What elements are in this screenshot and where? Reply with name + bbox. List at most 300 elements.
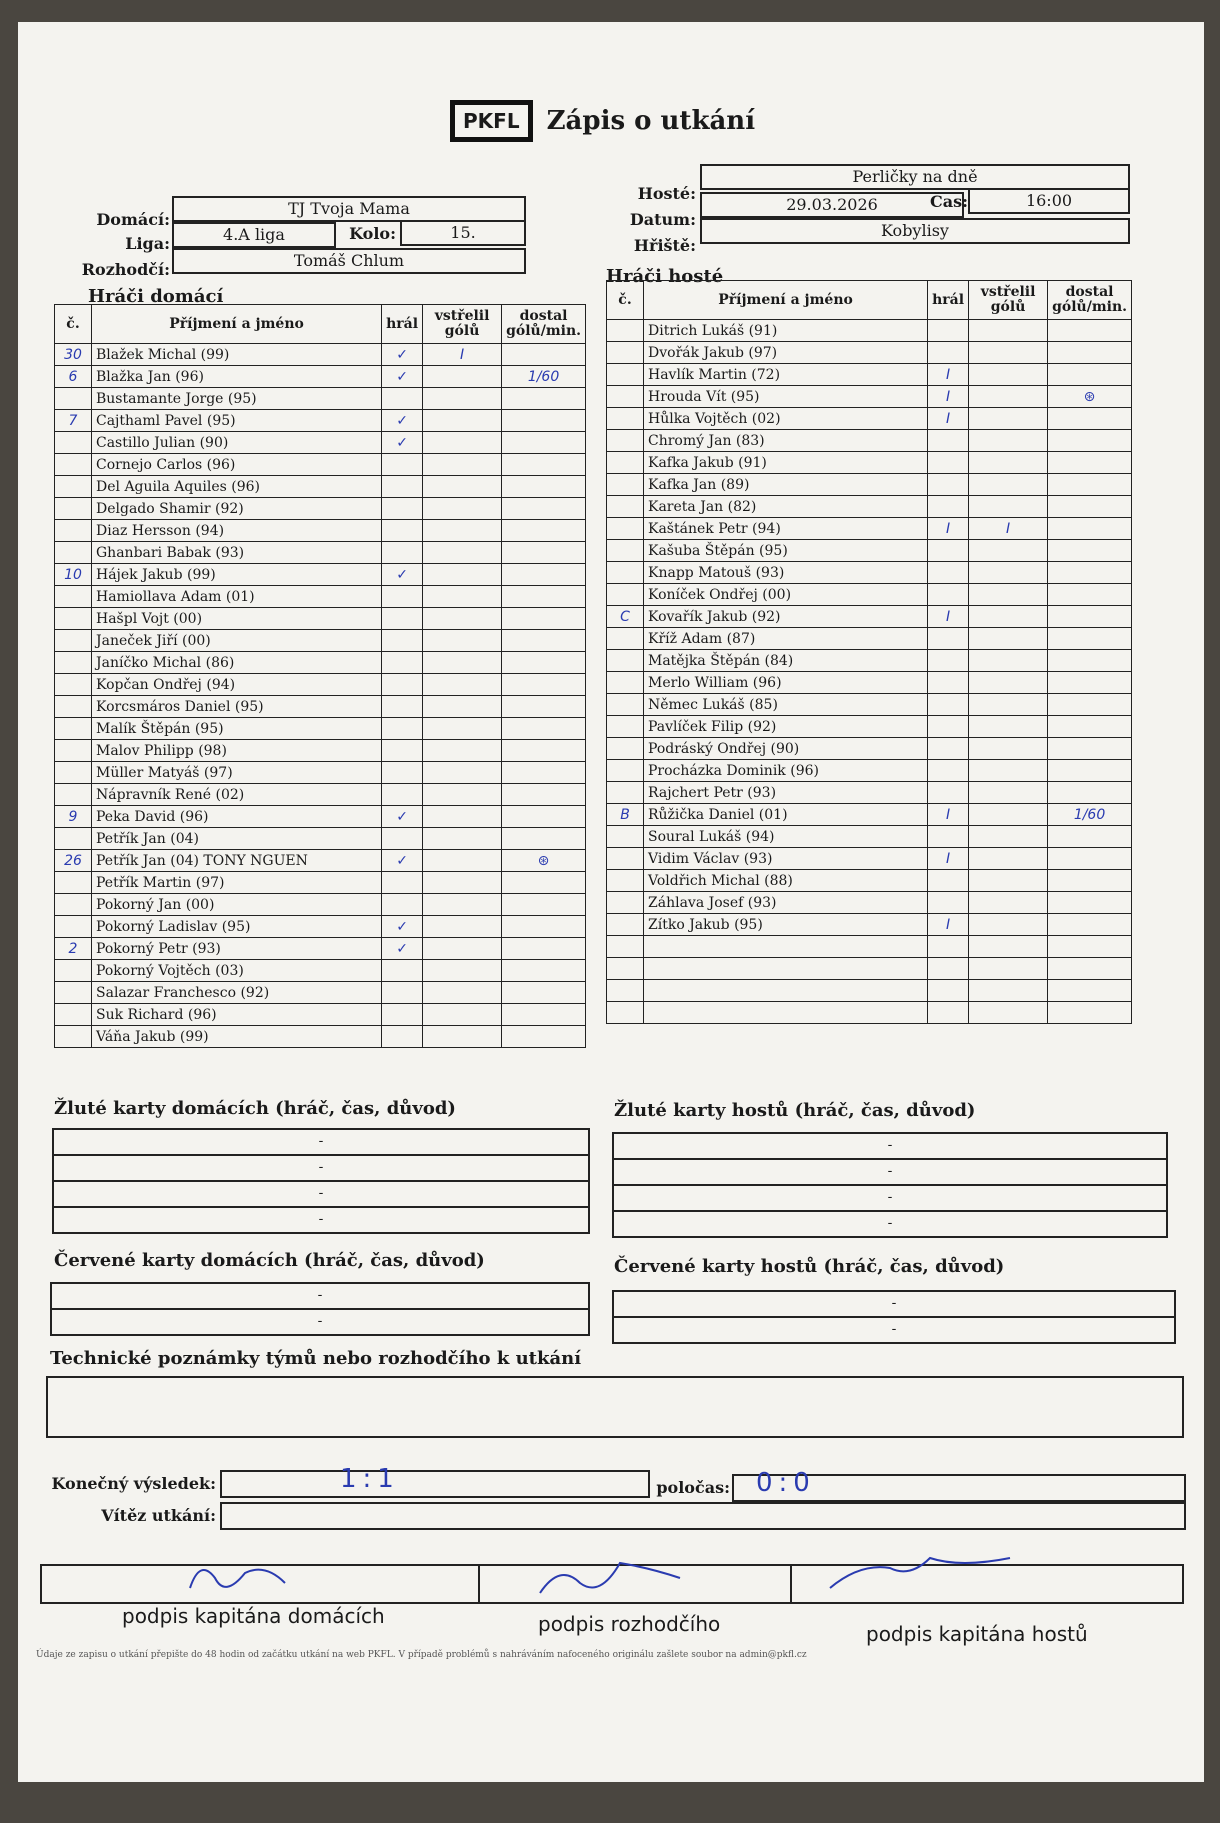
player-number (607, 892, 644, 914)
player-name: Pokorný Jan (00) (92, 894, 382, 916)
table-row (607, 408, 1132, 430)
played-mark: ✓ (382, 916, 423, 938)
player-name: Hájek Jakub (99) (92, 564, 382, 586)
goals-scored (423, 916, 502, 938)
table-row (607, 474, 1132, 496)
player-number (607, 408, 644, 430)
goals-scored (423, 388, 502, 410)
played-mark (382, 696, 423, 718)
goals-scored (423, 828, 502, 850)
table-row (55, 674, 586, 696)
goals-scored (423, 630, 502, 652)
player-name: Pokorný Vojtěch (03) (92, 960, 382, 982)
goals-scored (969, 628, 1048, 650)
table-row (55, 740, 586, 762)
goals-scored (423, 366, 502, 388)
goals-scored (969, 914, 1048, 936)
played-mark (382, 740, 423, 762)
goals-conceded (1048, 430, 1132, 452)
player-number (55, 960, 92, 982)
player-number (55, 718, 92, 740)
player-number (55, 498, 92, 520)
player-number: 26 (55, 850, 92, 872)
table-row (607, 980, 1132, 1002)
player-name: Nápravník René (02) (92, 784, 382, 806)
player-number (607, 628, 644, 650)
played-mark (928, 936, 969, 958)
table-row (607, 760, 1132, 782)
player-number (55, 586, 92, 608)
goals-scored (969, 804, 1048, 826)
table-row (55, 894, 586, 916)
goals-scored (423, 498, 502, 520)
player-number (607, 826, 644, 848)
goals-conceded (1048, 342, 1132, 364)
goals-conceded (1048, 408, 1132, 430)
player-number: 2 (55, 938, 92, 960)
player-name: Petřík Martin (97) (92, 872, 382, 894)
player-name: Koníček Ondřej (00) (644, 584, 928, 606)
player-name: Knapp Matouš (93) (644, 562, 928, 584)
played-mark: ✓ (382, 366, 423, 388)
player-number (607, 386, 644, 408)
played-mark (928, 474, 969, 496)
goals-scored (969, 474, 1048, 496)
line: - (614, 1292, 1174, 1318)
line: - (318, 1211, 324, 1227)
goals-scored (423, 872, 502, 894)
played-mark (928, 716, 969, 738)
goals-scored (969, 892, 1048, 914)
goals-scored (969, 386, 1048, 408)
goals-conceded (502, 410, 586, 432)
goals-scored (969, 848, 1048, 870)
player-name: Pokorný Ladislav (95) (92, 916, 382, 938)
player-name: Müller Matyáš (97) (92, 762, 382, 784)
player-name: Peka David (96) (92, 806, 382, 828)
goals-scored (423, 718, 502, 740)
player-name: Váňa Jakub (99) (92, 1026, 382, 1048)
goals-conceded (1048, 738, 1132, 760)
yellow-home-title: Žluté karty domácích (hráč, čas, důvod) (54, 1098, 456, 1119)
table-row (607, 782, 1132, 804)
goals-scored (969, 672, 1048, 694)
player-number (55, 652, 92, 674)
page-title: Zápis o utkání (546, 106, 756, 136)
league: 4.A liga (172, 222, 336, 248)
goals-conceded (502, 564, 586, 586)
goals-conceded (1048, 364, 1132, 386)
player-name: Malov Philipp (98) (92, 740, 382, 762)
goals-conceded (502, 674, 586, 696)
col-number: č. (55, 305, 92, 344)
played-mark: I (928, 408, 969, 430)
yellow-away-title: Žluté karty hostů (hráč, čas, důvod) (614, 1100, 976, 1121)
played-mark (928, 782, 969, 804)
player-number (607, 936, 644, 958)
table-row (607, 606, 1132, 628)
player-name: Blažka Jan (96) (92, 366, 382, 388)
player-name: Soural Lukáš (94) (644, 826, 928, 848)
goals-scored (423, 1004, 502, 1026)
away-players-table (606, 280, 1132, 1024)
player-name: Blažek Michal (99) (92, 344, 382, 366)
table-row (607, 562, 1132, 584)
player-name: Voldřich Michal (88) (644, 870, 928, 892)
goals-conceded (1048, 584, 1132, 606)
yellow-away-box (612, 1132, 1168, 1238)
col-conceded: dostal gólů/min. (502, 305, 586, 344)
played-mark (382, 586, 423, 608)
played-mark (382, 762, 423, 784)
player-number (607, 848, 644, 870)
table-row (55, 1004, 586, 1026)
played-mark: ✓ (382, 410, 423, 432)
player-number: 6 (55, 366, 92, 388)
player-name: Del Aguila Aquiles (96) (92, 476, 382, 498)
player-number (607, 474, 644, 496)
played-mark (928, 892, 969, 914)
player-name (644, 980, 928, 1002)
table-row (607, 892, 1132, 914)
home-label: Domácí: (96, 210, 170, 229)
goals-scored (969, 760, 1048, 782)
table-row (55, 696, 586, 718)
goals-conceded (502, 608, 586, 630)
player-number (55, 828, 92, 850)
table-row (55, 982, 586, 1004)
away-team: Perličky na dně (700, 164, 1130, 190)
player-number (607, 540, 644, 562)
played-mark (382, 542, 423, 564)
player-name: Ghanbari Babak (93) (92, 542, 382, 564)
player-number (607, 320, 644, 342)
line: - (614, 1134, 1166, 1160)
table-row (55, 454, 586, 476)
goals-conceded (1048, 958, 1132, 980)
yellow-home-box (52, 1128, 590, 1234)
goals-conceded (1048, 892, 1132, 914)
referee-label: Rozhodčí: (81, 260, 170, 279)
player-name: Hůlka Vojtěch (02) (644, 408, 928, 430)
goals-conceded (502, 1026, 586, 1048)
goals-scored (969, 584, 1048, 606)
goals-conceded (502, 806, 586, 828)
player-name: Pavlíček Filip (92) (644, 716, 928, 738)
played-mark (382, 1026, 423, 1048)
table-row (607, 672, 1132, 694)
col-played: hrál (928, 281, 969, 320)
played-mark (382, 982, 423, 1004)
goals-scored (969, 496, 1048, 518)
goals-conceded: ⊛ (502, 850, 586, 872)
played-mark: ✓ (382, 938, 423, 960)
goals-scored (423, 762, 502, 784)
table-row (55, 1026, 586, 1048)
table-row (607, 364, 1132, 386)
goals-scored: I (423, 344, 502, 366)
player-name: Procházka Dominik (96) (644, 760, 928, 782)
player-name: Chromý Jan (83) (644, 430, 928, 452)
player-number (55, 982, 92, 1004)
player-name: Bustamante Jorge (95) (92, 388, 382, 410)
table-row (55, 608, 586, 630)
goals-conceded (502, 982, 586, 1004)
table-row (55, 960, 586, 982)
player-number: 9 (55, 806, 92, 828)
goals-conceded (502, 960, 586, 982)
goals-scored (969, 1002, 1048, 1024)
player-number (607, 672, 644, 694)
goals-scored (969, 342, 1048, 364)
played-mark (928, 1002, 969, 1024)
player-number (607, 496, 644, 518)
goals-conceded (1048, 496, 1132, 518)
signature-scribbles (170, 1548, 1090, 1608)
goals-scored (969, 452, 1048, 474)
player-number (55, 520, 92, 542)
player-number (55, 674, 92, 696)
goals-scored (423, 740, 502, 762)
played-mark (928, 342, 969, 364)
table-row (55, 410, 586, 432)
goals-scored (969, 562, 1048, 584)
player-name: Petřík Jan (04) (92, 828, 382, 850)
player-number (55, 1026, 92, 1048)
goals-scored (423, 586, 502, 608)
round: 15. (400, 220, 526, 246)
player-number (607, 518, 644, 540)
col-conceded: dostal gólů/min. (1048, 281, 1132, 320)
played-mark (382, 454, 423, 476)
table-row (55, 564, 586, 586)
table-row (55, 630, 586, 652)
played-mark: I (928, 364, 969, 386)
table-row (607, 848, 1132, 870)
table-row (607, 958, 1132, 980)
played-mark: I (928, 518, 969, 540)
winner-box (220, 1502, 1186, 1530)
goals-conceded (502, 872, 586, 894)
goals-scored (423, 410, 502, 432)
player-number: 10 (55, 564, 92, 586)
table-row (607, 518, 1132, 540)
goals-scored (969, 320, 1048, 342)
played-mark (382, 718, 423, 740)
player-number (55, 542, 92, 564)
played-mark (928, 562, 969, 584)
table-row (607, 716, 1132, 738)
played-mark (382, 608, 423, 630)
player-number (607, 760, 644, 782)
player-name: Kareta Jan (82) (644, 496, 928, 518)
player-name: Matějka Štěpán (84) (644, 650, 928, 672)
table-row (607, 738, 1132, 760)
player-number (607, 914, 644, 936)
goals-conceded (502, 718, 586, 740)
goals-scored (423, 608, 502, 630)
goals-scored (423, 652, 502, 674)
table-row (55, 344, 586, 366)
halftime-label: poločas: (656, 1478, 730, 1497)
col-played: hrál (382, 305, 423, 344)
referee-signature-label: podpis rozhodčího (538, 1612, 721, 1636)
goals-conceded (502, 696, 586, 718)
goals-conceded (1048, 716, 1132, 738)
table-row (55, 432, 586, 454)
line: - (891, 1321, 897, 1337)
goals-scored (969, 650, 1048, 672)
player-name: Castillo Julian (90) (92, 432, 382, 454)
player-name: Cajthaml Pavel (95) (92, 410, 382, 432)
goals-conceded (502, 1004, 586, 1026)
played-mark (928, 672, 969, 694)
played-mark (928, 826, 969, 848)
table-row (607, 804, 1132, 826)
player-number (607, 694, 644, 716)
player-name: Pokorný Petr (93) (92, 938, 382, 960)
player-number (607, 870, 644, 892)
referee: Tomáš Chlum (172, 248, 526, 274)
player-number (607, 1002, 644, 1024)
goals-scored (423, 564, 502, 586)
played-mark (382, 388, 423, 410)
goals-conceded (1048, 694, 1132, 716)
player-number (55, 630, 92, 652)
table-row (607, 540, 1132, 562)
goals-conceded (502, 652, 586, 674)
goals-scored (423, 542, 502, 564)
red-away-title: Červené karty hostů (hráč, čas, důvod) (614, 1256, 1005, 1277)
goals-conceded (1048, 628, 1132, 650)
played-mark (928, 980, 969, 1002)
final-result: 1:1 (340, 1464, 400, 1494)
table-row (55, 806, 586, 828)
player-number: B (607, 804, 644, 826)
goals-scored (423, 850, 502, 872)
player-number (55, 740, 92, 762)
away-label: Hosté: (637, 184, 696, 203)
final-result-label: Konečný výsledek: (51, 1474, 216, 1493)
table-row (607, 496, 1132, 518)
date-label: Datum: (629, 210, 696, 229)
table-row (607, 584, 1132, 606)
player-name: Malík Štěpán (95) (92, 718, 382, 740)
table-row (55, 850, 586, 872)
played-mark (382, 872, 423, 894)
player-name: Němec Lukáš (85) (644, 694, 928, 716)
goals-conceded (502, 542, 586, 564)
played-mark (382, 652, 423, 674)
played-mark (928, 540, 969, 562)
played-mark (382, 828, 423, 850)
footer-note: Údaje ze zapisu o utkání přepište do 48 hodin od začátku utkání na web PKFL. V případě problémů s nahráváním nafoceného originálu zašlete soubor na admin@pkfl.cz (36, 1650, 807, 1660)
player-name: Cornejo Carlos (96) (92, 454, 382, 476)
player-number (55, 608, 92, 630)
red-home-title: Červené karty domácích (hráč, čas, důvod) (54, 1250, 485, 1271)
goals-conceded: 1/60 (1048, 804, 1132, 826)
goals-conceded (1048, 474, 1132, 496)
player-number (55, 432, 92, 454)
table-row (607, 650, 1132, 672)
goals-conceded (502, 762, 586, 784)
played-mark (928, 496, 969, 518)
player-number (607, 364, 644, 386)
col-name: Příjmení a jméno (92, 305, 382, 344)
player-number: C (607, 606, 644, 628)
goals-scored (423, 982, 502, 1004)
table-row (607, 452, 1132, 474)
goals-conceded (502, 784, 586, 806)
goals-scored (969, 430, 1048, 452)
player-name: Vidim Václav (93) (644, 848, 928, 870)
goals-scored (423, 674, 502, 696)
table-row (55, 872, 586, 894)
player-name: Hamiollava Adam (01) (92, 586, 382, 608)
goals-scored (969, 782, 1048, 804)
player-number (607, 980, 644, 1002)
player-name (644, 958, 928, 980)
player-number (607, 716, 644, 738)
goals-conceded: ⊛ (1048, 386, 1132, 408)
played-mark: ✓ (382, 432, 423, 454)
table-row (607, 826, 1132, 848)
goals-scored (423, 1026, 502, 1048)
table-row (607, 386, 1132, 408)
player-name: Havlík Martin (72) (644, 364, 928, 386)
notes-title: Technické poznámky týmů nebo rozhodčího k utkání (50, 1348, 582, 1369)
goals-conceded (502, 344, 586, 366)
goals-scored (423, 784, 502, 806)
played-mark (928, 760, 969, 782)
played-mark (382, 960, 423, 982)
played-mark: I (928, 914, 969, 936)
goals-conceded (1048, 826, 1132, 848)
player-name: Suk Richard (96) (92, 1004, 382, 1026)
table-row (55, 938, 586, 960)
goals-conceded (502, 740, 586, 762)
played-mark: ✓ (382, 850, 423, 872)
player-name: Kašuba Štěpán (95) (644, 540, 928, 562)
player-number (55, 388, 92, 410)
played-mark: I (928, 804, 969, 826)
played-mark (382, 498, 423, 520)
goals-conceded (1048, 606, 1132, 628)
goals-conceded (1048, 650, 1132, 672)
player-name: Merlo William (96) (644, 672, 928, 694)
goals-scored (969, 716, 1048, 738)
player-name: Kříž Adam (87) (644, 628, 928, 650)
goals-conceded (1048, 452, 1132, 474)
goals-conceded (1048, 540, 1132, 562)
played-mark: I (928, 606, 969, 628)
goals-conceded (502, 586, 586, 608)
player-number (55, 872, 92, 894)
table-row (607, 1002, 1132, 1024)
player-name: Hašpl Vojt (00) (92, 608, 382, 630)
goals-conceded (502, 388, 586, 410)
goals-scored (969, 364, 1048, 386)
goals-scored (969, 870, 1048, 892)
goals-scored (969, 826, 1048, 848)
player-name: Korcsmáros Daniel (95) (92, 696, 382, 718)
goals-conceded (1048, 672, 1132, 694)
red-home-box (50, 1282, 590, 1336)
goals-conceded (502, 476, 586, 498)
table-row (55, 366, 586, 388)
col-name: Příjmení a jméno (644, 281, 928, 320)
line: - (614, 1160, 1166, 1186)
